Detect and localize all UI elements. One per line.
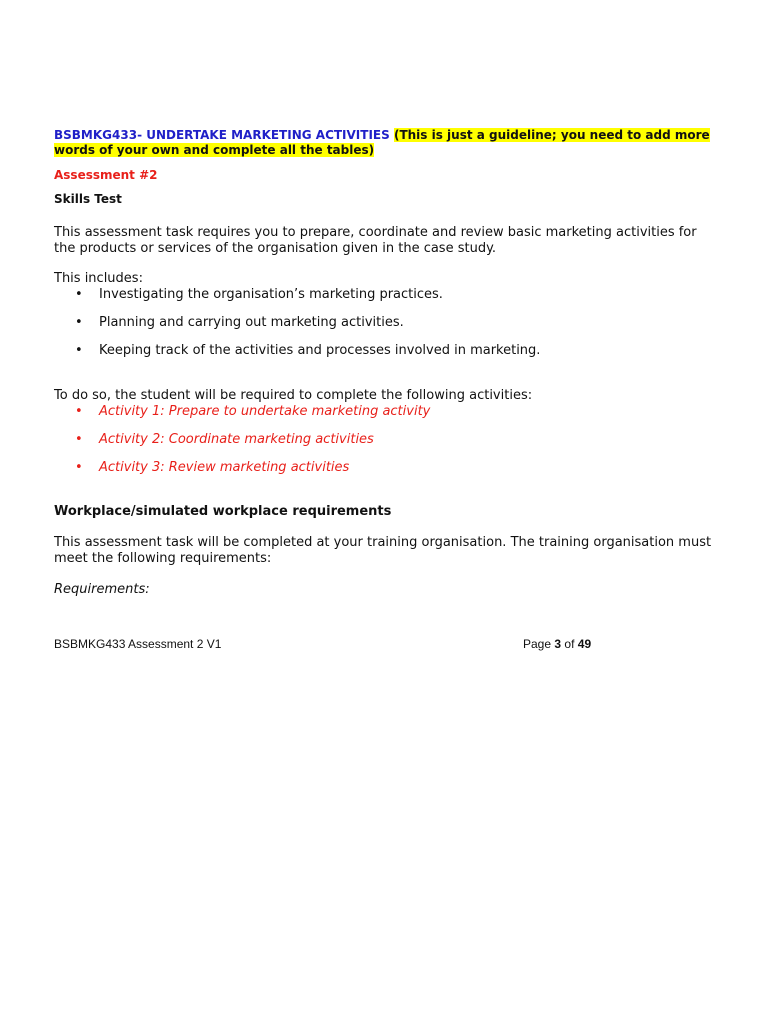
bullet-icon: • [75, 460, 83, 475]
activities-intro: To do so, the student will be required to complete the following activities: [54, 388, 533, 403]
bullet-icon: • [75, 315, 83, 330]
bullet-icon: • [75, 432, 83, 447]
activity-text: Activity 3: Review marketing activities [99, 460, 350, 475]
activity-item [54, 404, 714, 420]
document-page [54, 128, 714, 598]
list-item [54, 315, 714, 331]
list-item-text: Planning and carrying out marketing activities. [99, 315, 404, 330]
activity-text: Activity 2: Coordinate marketing activities [99, 432, 374, 447]
assessment-label: Assessment #2 [54, 168, 158, 182]
activities-list [54, 404, 714, 476]
bullet-icon: • [75, 343, 83, 358]
list-item [54, 287, 714, 303]
activity-item [54, 460, 714, 476]
workplace-heading: Workplace/simulated workplace requirements [54, 504, 392, 519]
title-code: BSBMKG433- UNDERTAKE MARKETING ACTIVITIES [54, 128, 390, 142]
page-of: of [564, 637, 575, 651]
list-item-text: Investigating the organisation’s marketing practices. [99, 287, 443, 302]
document-title [54, 128, 714, 158]
workplace-paragraph: This assessment task will be completed at your training organisation. The training organisation must meet the following requirements: [54, 535, 712, 566]
page-total: 49 [577, 637, 592, 651]
bullet-icon: • [75, 404, 83, 419]
includes-list [54, 287, 714, 359]
intro-paragraph: This assessment task requires you to prepare, coordinate and review basic marketing activities for the products or services of the organisation given in the case study. [54, 225, 697, 256]
page-word: Page [523, 637, 552, 651]
skills-label: Skills Test [54, 192, 122, 206]
footer-doc-id: BSBMKG433 Assessment 2 V1 [54, 637, 222, 651]
requirements-label: Requirements: [54, 582, 150, 597]
list-item-text: Keeping track of the activities and processes involved in marketing. [99, 343, 541, 358]
page-current: 3 [554, 637, 562, 651]
activity-text: Activity 1: Prepare to undertake marketing activity [99, 404, 431, 419]
page-number [523, 636, 591, 652]
activity-item [54, 432, 714, 448]
list-item [54, 343, 714, 359]
bullet-icon: • [75, 287, 83, 302]
title-note: (This is just a guideline; you need to add more words of your own and complete all the tables) [54, 128, 710, 157]
includes-label: This includes: [54, 271, 143, 286]
